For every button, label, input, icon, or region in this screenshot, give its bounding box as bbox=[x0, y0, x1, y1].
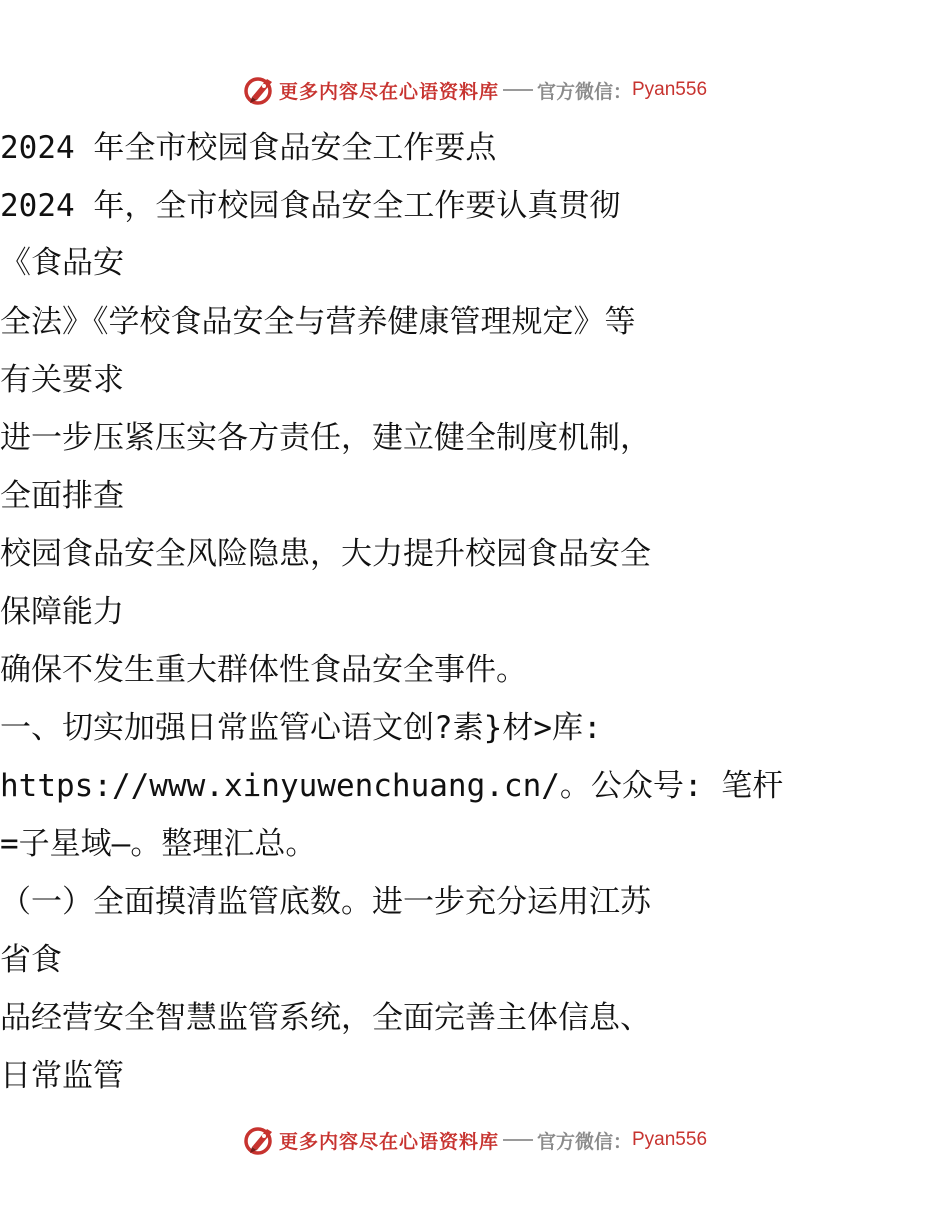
doc-line: 2024 年，全市校园食品安全工作要认真贯彻 bbox=[0, 188, 621, 224]
pen-logo-icon bbox=[243, 1123, 277, 1157]
footer-banner bbox=[0, 1120, 950, 1160]
doc-line: 进一步压紧压实各方责任，建立健全制度机制， bbox=[0, 420, 651, 456]
doc-line: =子星域—。整理汇总。 bbox=[0, 826, 317, 862]
banner-wechat-label: 官方微信： bbox=[536, 80, 632, 103]
banner-separator bbox=[503, 1139, 533, 1141]
banner-site-text: 更多内容尽在心语资料库 bbox=[278, 1130, 499, 1153]
banner-wechat-id: Pyan556 bbox=[632, 1129, 708, 1150]
doc-line: https://www.xinyuwenchuang.cn/。公众号: 笔杆 bbox=[0, 768, 784, 804]
doc-line: 省食 bbox=[0, 942, 62, 978]
pen-logo-icon bbox=[243, 73, 277, 107]
banner-wechat-id: Pyan556 bbox=[632, 79, 708, 100]
header-banner bbox=[0, 70, 950, 110]
banner-wechat-label: 官方微信： bbox=[536, 1130, 632, 1153]
doc-line: 校园食品安全风险隐患，大力提升校园食品安全 bbox=[0, 536, 651, 572]
doc-line: 保障能力 bbox=[0, 594, 124, 630]
doc-line: （一）全面摸清监管底数。进一步充分运用江苏 bbox=[0, 884, 651, 920]
banner-site-text: 更多内容尽在心语资料库 bbox=[278, 80, 499, 103]
doc-line: 有关要求 bbox=[0, 362, 124, 398]
doc-line-title: 2024 年全市校园食品安全工作要点 bbox=[0, 130, 497, 166]
doc-line: 全法》《学校食品安全与营养健康管理规定》等 bbox=[0, 304, 636, 340]
doc-line: 《食品安 bbox=[0, 245, 124, 281]
banner-separator bbox=[503, 89, 533, 91]
doc-line: 品经营安全智慧监管系统，全面完善主体信息、 bbox=[0, 1000, 651, 1036]
doc-line: 日常监管 bbox=[0, 1058, 124, 1094]
doc-line: 一、切实加强日常监管心语文创?素}材>库: bbox=[0, 710, 602, 746]
doc-line: 全面排查 bbox=[0, 478, 124, 514]
doc-line: 确保不发生重大群体性食品安全事件。 bbox=[0, 652, 527, 688]
